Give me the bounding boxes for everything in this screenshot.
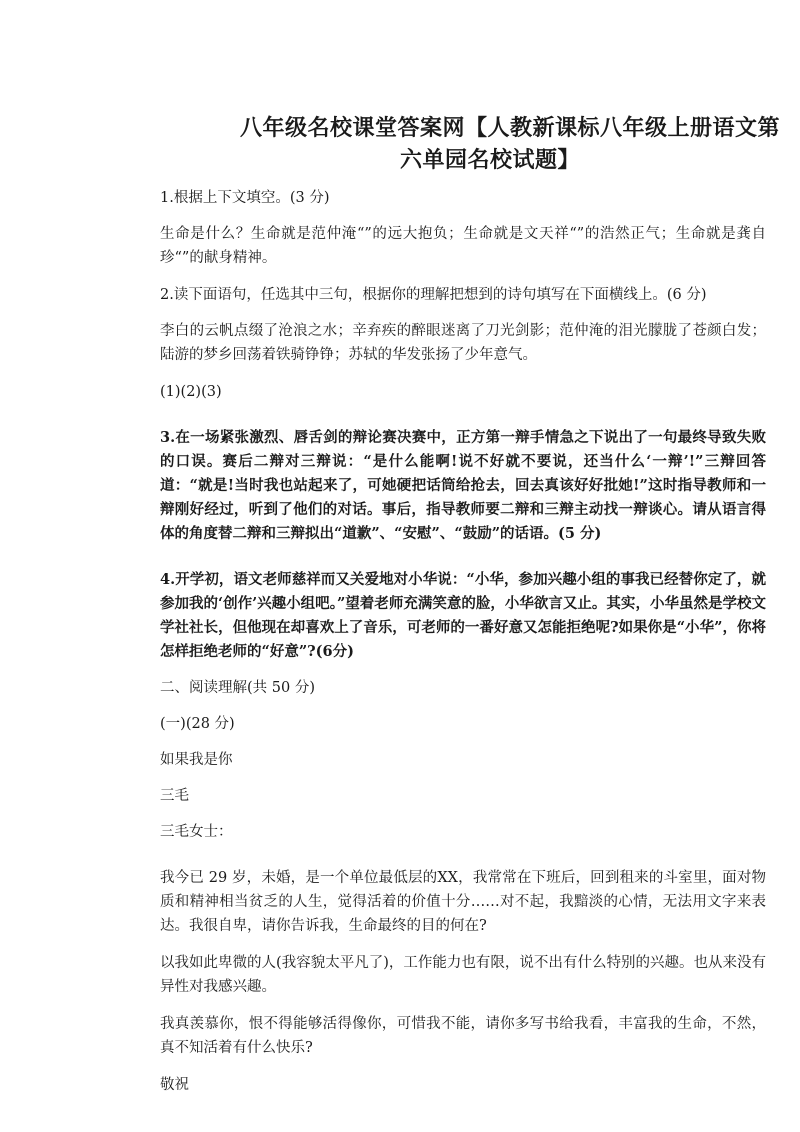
document-body [160,186,766,1110]
question-2-text: 李白的云帆点缀了沧浪之水；辛弃疾的醉眼迷离了刀光剑影；范仲淹的泪光朦胧了苍颜白发；陆游的梦乡回荡着铁骑铮铮；苏轼的华发张扬了少年意气。 [160,323,766,363]
letter-paragraph-2: 以我如此卑微的人(我容貌太平凡了)，工作能力也有限，说不出有什么特别的兴趣。也从来没有异性对我感兴趣。 [160,955,766,995]
section-reading: 二、阅读理解(共 50 分) [160,680,315,696]
letter-paragraph-3: 我真羡慕你，恨不得能够活得像你，可惜我不能，请你多写书给我看，丰富我的生命，不然，真不知活着有什么快乐? [160,1016,766,1056]
question-3: 3.在一场紧张激烈、唇舌剑的辩论赛决赛中，正方第一辩手情急之下说出了一句最终导致失败的口误。赛后二辩对三辩说：“是什么能啊!说不好就不要说，还当什么‘一辩’!”三辩回答道：“就是!当时我也站起来了，可她硬把话筒给抢去，回去真该好好批她!”这时指导教师和一辩刚好经过，听到了他们的对话。事后，指导教师要二辩和三辩主动找一辩谈心。请从语言得体的角度替二辩和三辩拟出“道歉”、“安慰”、“鼓励”的话语。(5 分) [160,429,766,542]
article-author: 三毛 [160,788,189,804]
letter-closing: 敬祝 [160,1077,189,1093]
question-4: 4.开学初，语文老师慈祥而又关爱地对小华说：“小华，参加兴趣小组的事我已经替你定了，就参加我的‘创作’兴趣小组吧。”望着老师充满笑意的脸，小华欲言又止。其实，小华虽然是学校文学社社长，但他现在却喜欢上了音乐，可老师的一番好意又怎能拒绝呢?如果你是“小华”，你将怎样拒绝老师的“好意”?(6分) [160,571,766,660]
answer-blanks: (1)(2)(3) [160,384,222,400]
subsection-1: (一)(28 分) [160,716,235,732]
letter-salutation: 三毛女士： [160,824,233,840]
question-1: 1.根据上下文填空。(3 分) [160,190,330,206]
title-line-2: 六单园名校试题】 [399,147,580,173]
article-title: 如果我是你 [160,752,233,768]
title-line-1: 八年级名校课堂答案网【人教新课标八年级上册语文第 [240,115,781,141]
question-2: 2.读下面语句，任选其中三句，根据你的理解把想到的诗句填写在下面横线上。(6 分) [160,287,707,303]
question-1-text: 生命是什么？生命就是范仲淹“”的远大抱负；生命就是文天祥“”的浩然正气；生命就是龚自珍“”的献身精神。 [160,226,766,266]
letter-paragraph-1: 我今已 29 岁，未婚，是一个单位最低层的XX，我常常在下班后，回到租来的斗室里，面对物质和精神相当贫乏的人生，觉得活着的价值十分……对不起，我黯淡的心情，无法用文字来表达。我很自卑，请你告诉我，生命最终的目的何在? [160,870,766,934]
document-title [240,112,780,176]
